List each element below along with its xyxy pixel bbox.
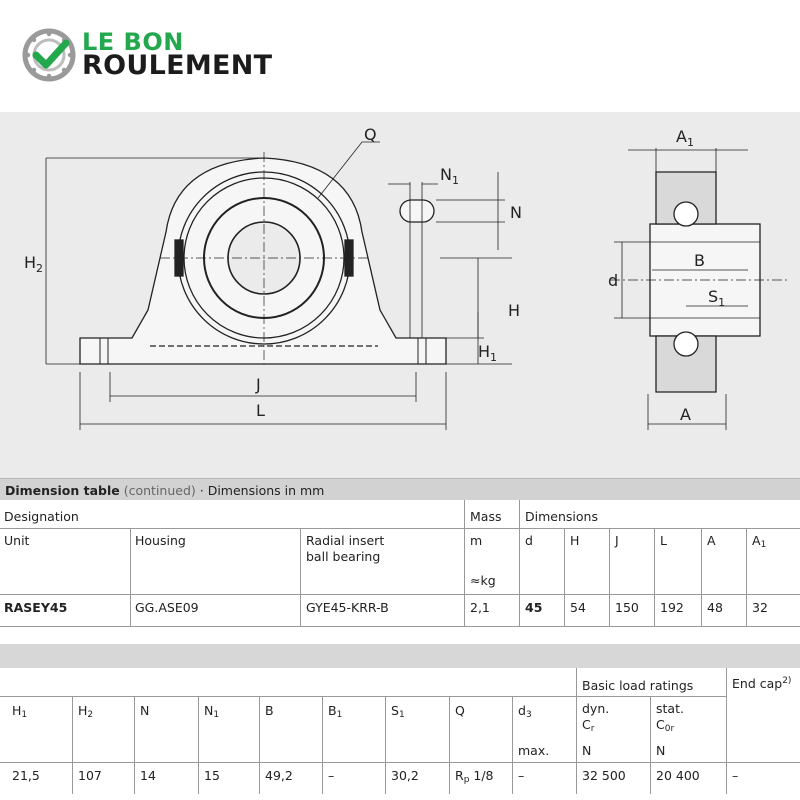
cell-J: 150 <box>615 600 639 615</box>
bearing-check-icon <box>22 28 76 82</box>
header-d3: $d_3$ <box>518 703 532 720</box>
label-N1: $N_1$ <box>440 165 459 187</box>
label-A: A <box>680 405 691 424</box>
table-title-paren: (continued) <box>123 483 196 498</box>
group-dimensions: Dimensions <box>525 509 598 524</box>
cell-B1: – <box>328 768 335 783</box>
label-S1: $S_1$ <box>708 287 726 309</box>
label-L: L <box>256 401 265 420</box>
header-L: L <box>660 533 667 548</box>
label-A1: $A_1$ <box>676 127 694 149</box>
header-C0r: $C_{0r}$ <box>656 717 675 734</box>
header-insert-line1: Radial insert <box>306 533 385 548</box>
header-N: N <box>140 703 150 718</box>
table-title-bold: Dimension table <box>5 483 120 498</box>
label-B: B <box>694 251 705 270</box>
cell-d: 45 <box>525 600 543 615</box>
cell-Cr: 32 500 <box>582 768 626 783</box>
group-mass: Mass <box>470 509 502 524</box>
label-H1: $H_1$ <box>478 342 498 364</box>
table1 <box>0 500 800 650</box>
header-dyn: dyn. <box>582 701 610 716</box>
table-title <box>0 478 800 500</box>
header-housing: Housing <box>135 533 186 548</box>
cell-A1: 32 <box>752 600 768 615</box>
header-unit: Unit <box>4 533 30 548</box>
table2 <box>0 668 800 800</box>
cell-H2: 107 <box>78 768 102 783</box>
header-J: J <box>615 533 619 548</box>
group-load-ratings: Basic load ratings <box>582 678 694 693</box>
table-separator <box>0 644 800 668</box>
cell-A: 48 <box>707 600 723 615</box>
cell-N: 14 <box>140 768 156 783</box>
header-insert-line2: ball bearing <box>306 549 381 564</box>
group-end-cap: End cap$^{2)}$ <box>732 676 792 691</box>
header-A: A <box>707 533 716 548</box>
header-d: d <box>525 533 533 548</box>
header-H1: $H_1$ <box>12 703 28 720</box>
brand-logo <box>22 28 322 84</box>
cell-d3: – <box>518 768 525 783</box>
cell-S1: 30,2 <box>391 768 419 783</box>
header-H2: $H_2$ <box>78 703 94 720</box>
cell-Q: $R_p$ 1/8 <box>455 768 494 785</box>
cell-C0r: 20 400 <box>656 768 700 783</box>
brand-line2: ROULEMENT <box>82 50 273 81</box>
header-stat: stat. <box>656 701 684 716</box>
header-B: B <box>265 703 274 718</box>
cell-N1: 15 <box>204 768 220 783</box>
label-H: H <box>508 301 521 320</box>
cell-unit: RASEY45 <box>4 600 68 615</box>
label-J: J <box>256 375 261 394</box>
drawing-svg <box>0 112 800 478</box>
header-H: H <box>570 533 580 548</box>
header-A1: $A_1$ <box>752 533 767 550</box>
label-N: N <box>510 203 522 222</box>
header-d3-max: max. <box>518 743 550 758</box>
header-mass-unit: ≈kg <box>470 573 496 588</box>
cell-L: 192 <box>660 600 684 615</box>
technical-drawing <box>0 112 800 478</box>
label-Q: Q <box>364 125 377 144</box>
brand-line1: LE BON <box>82 28 184 56</box>
cell-H: 54 <box>570 600 586 615</box>
cell-insert: GYE45-KRR-B <box>306 600 389 615</box>
cell-H1: 21,5 <box>12 768 40 783</box>
header-Q: Q <box>455 703 465 718</box>
group-designation: Designation <box>4 509 79 524</box>
label-H2: $H_2$ <box>24 253 44 275</box>
cell-B: 49,2 <box>265 768 293 783</box>
header-S1: $S_1$ <box>391 703 405 720</box>
label-d: d <box>608 271 619 290</box>
dimension-table <box>0 478 800 785</box>
table-title-rest: · Dimensions in mm <box>199 483 325 498</box>
cell-mass: 2,1 <box>470 600 490 615</box>
cell-housing: GG.ASE09 <box>135 600 199 615</box>
header-dyn-unit: N <box>582 743 592 758</box>
header-Cr: $C_r$ <box>582 717 595 734</box>
header-N1: $N_1$ <box>204 703 220 720</box>
cell-endcap: – <box>732 768 739 783</box>
header-stat-unit: N <box>656 743 666 758</box>
header-B1: $B_1$ <box>328 703 343 720</box>
header-mass-m: m <box>470 533 483 548</box>
